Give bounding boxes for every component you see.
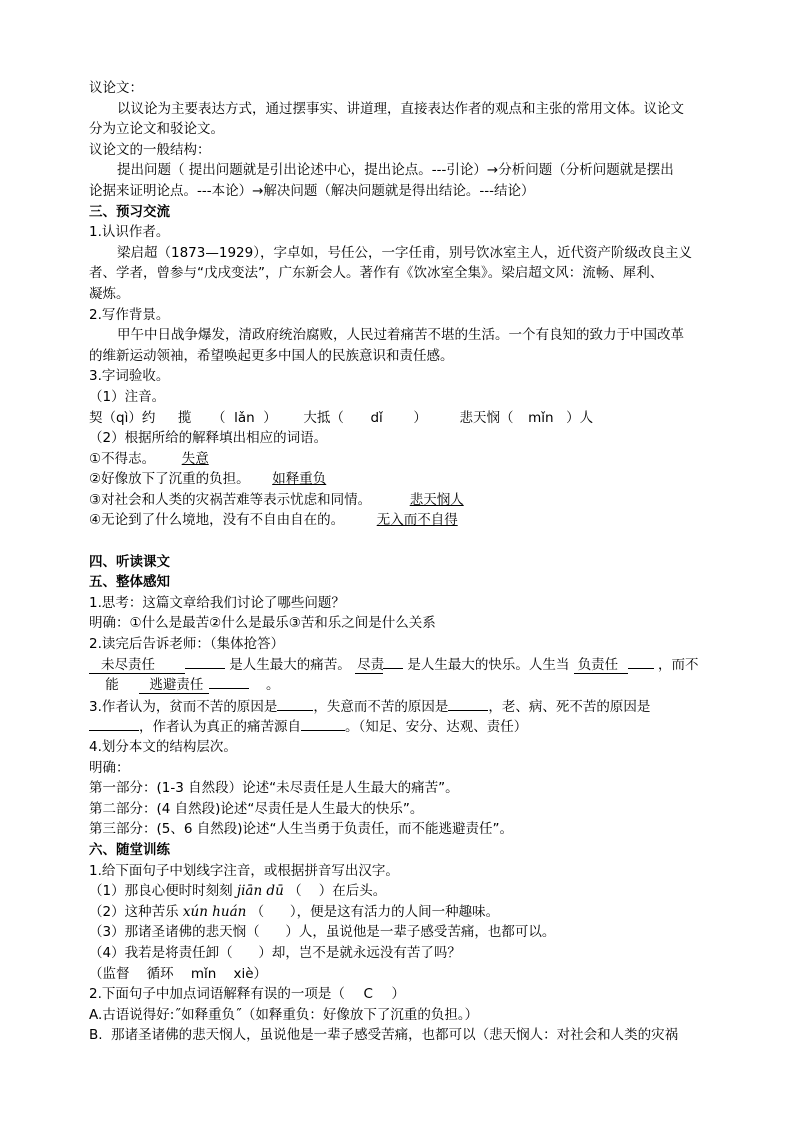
exercise-text: （1）那良心便时时刻刻: [89, 883, 233, 900]
blank-field[interactable]: [89, 716, 139, 731]
question: 4.划分本文的结构层次。: [89, 739, 237, 755]
pinyin-text: xún huán: [182, 903, 247, 920]
question-answer: C: [363, 986, 373, 1003]
fill-text: 能: [105, 677, 119, 694]
paragraph: 的维新运动领袖，希望唤起更多中国人的民族意识和责任感。: [89, 347, 454, 364]
question: 2.写作背景。: [89, 306, 170, 323]
fill-text: 3.作者认为，贫而不苦的原因是: [89, 698, 278, 715]
question: 1.思考：这篇文章给我们讨论了哪些问题？: [89, 594, 345, 611]
fill-text: ，而不: [657, 656, 699, 673]
definition-text: ②好像放下了沉重的负担。: [89, 471, 250, 488]
paragraph: 以议论为主要表达方式，通过摆事实、讲道理，直接表达作者的观点和主张的常用文体。议论文: [117, 100, 684, 117]
fill-answer: 逃避责任: [139, 677, 209, 694]
pinyin-item: ）人: [566, 409, 594, 426]
exercise-line: （4）我若是将责任卸（ ）却，岂不是就永远没有苦了吗？: [89, 944, 461, 961]
fill-row: [89, 675, 705, 696]
paragraph: 梁启超（1873—1929），字卓如，号任公，一字任甫，别号饮冰室主人，近代资产阶级改良主义: [117, 244, 692, 261]
option-b: B. 那诸圣诸佛的悲天悯人，虽说他是一辈子感受苦痛，也都可以（悲天悯人：对社会和人类的灾祸: [89, 1027, 679, 1044]
paragraph: 论据来证明论点。---本论）→解决问题（解决问题就是得出结论。---结论）: [89, 182, 535, 199]
question: 1.认识作者。: [89, 224, 170, 241]
sub-question: （1）注音。: [89, 388, 166, 405]
fill-text: 是人生最大的快乐。人生当: [407, 656, 570, 673]
pinyin-item: （ lǎn ）: [212, 409, 277, 426]
fill-answer: 尽责: [357, 656, 385, 673]
exercise-answers: （监督 循环 mǐn xiè）: [89, 965, 267, 982]
definition-text: ④无论到了什么境地，没有不自由自在的。: [89, 512, 345, 529]
definition-row: [89, 510, 705, 531]
heading-structure: 议论文的一般结构：: [89, 141, 211, 158]
fill-text: ，作者认为真正的痛苦源自: [139, 719, 301, 736]
pinyin-item: 揽: [177, 409, 192, 426]
blank-field[interactable]: [301, 716, 345, 731]
fill-answer: 未尽责任: [89, 657, 185, 674]
pinyin-item: dǐ: [370, 409, 383, 426]
pinyin-text: jiān dū: [236, 883, 284, 900]
blank-field[interactable]: [448, 696, 488, 711]
definition-row: [89, 490, 705, 511]
definition-answer: 悲天悯人: [409, 491, 464, 508]
pinyin-item: 大抵（: [303, 409, 344, 426]
answer: 明确：: [89, 759, 130, 776]
structure-part: 第二部分：(4 自然段)论述“尽责任是人生最大的快乐”。: [89, 800, 424, 817]
option-a: A.古语说得好:˝如释重负˝（如释重负：好像放下了沉重的负担。）: [89, 1006, 479, 1023]
exercise-line: （3）那诸圣诸佛的悲天悯（ ）人，虽说他是一辈子感受苦痛，也都可以。: [89, 924, 556, 941]
fill-text: ，失意而不苦的原因是: [313, 698, 449, 715]
definition-row: [89, 469, 705, 490]
question: 2.读完后告诉老师：（集体抢答）: [89, 636, 285, 653]
sub-question: （2）根据所给的解释填出相应的词语。: [89, 430, 328, 447]
definition-answer: 如释重负: [272, 471, 327, 488]
fill-text: 。（知足、安分、达观、责任）: [345, 719, 528, 736]
fill-row: [89, 655, 705, 676]
paragraph: 提出问题（ 提出问题就是引出论述中心，提出论点。---引论）→分析问题（分析问题就是摆出: [117, 162, 674, 179]
exercise-text: （ ）在后头。: [288, 883, 387, 900]
fill-text: ，老、病、死不苦的原因是: [488, 698, 651, 715]
blank-field[interactable]: [277, 696, 313, 711]
structure-part: 第一部分：(1-3 自然段）论述“未尽责任是人生最大的痛苦”。: [89, 780, 459, 797]
paragraph: 甲午中日战争爆发，清政府统治腐败，人民过着痛苦不堪的生活。一个有良知的致力于中国改革: [117, 327, 684, 344]
paragraph: 者、学者，曾参与“戊戌变法”，广东新会人。著作有《饮冰室全集》。梁启超文风：流畅、犀利、: [89, 265, 664, 282]
exercise-text: （ ），便是这有活力的人间一种趣味。: [250, 903, 500, 920]
structure-part: 第三部分：(5、6 自然段)论述“人生当勇于负责任，而不能逃避责任”。: [89, 821, 513, 838]
fill-row: [89, 696, 705, 717]
answer: 明确：①什么是最苦②什么是最乐③苦和乐之间是什么关系: [89, 615, 436, 632]
pinyin-item: mǐn: [528, 409, 554, 426]
heading-argument-essay: 议论文：: [89, 80, 143, 96]
question: [89, 984, 705, 1005]
fill-text: 。: [265, 677, 280, 694]
document-page: [89, 78, 705, 1046]
exercise-text: （2）这种苦乐: [89, 903, 179, 920]
pinyin-item: ）: [413, 409, 427, 426]
question: 3.字词验收。: [89, 368, 170, 385]
pinyin-row: [89, 408, 705, 429]
definition-text: ①不得志。: [89, 450, 156, 467]
question-text: ）: [391, 986, 406, 1003]
question-text: 2.下面句子中加点词语解释有误的一项是（: [89, 986, 345, 1003]
definition-row: [89, 449, 705, 470]
exercise-line: [89, 902, 705, 923]
section-title: 六、随堂训练: [89, 841, 170, 858]
definition-answer: 失意: [181, 450, 209, 467]
section-title: 三、预习交流: [89, 203, 170, 220]
fill-text: 是人生最大的痛苦。: [229, 656, 351, 673]
fill-row: [89, 716, 705, 737]
definition-answer: 无入而不自得: [376, 512, 458, 529]
pinyin-item: 悲天悯（: [459, 409, 514, 426]
pinyin-item: 契（qì）约: [89, 409, 156, 426]
section-title: 四、听读课文: [89, 553, 170, 570]
paragraph: 凝炼。: [89, 285, 130, 302]
definition-text: ③对社会和人类的灾祸苦难等表示忧虑和同情。: [89, 491, 372, 508]
section-title: 五、整体感知: [89, 574, 170, 591]
fill-answer: 负责任: [574, 657, 628, 674]
question: 1.给下面句子中划线字注音，或根据拼音写出汉字。: [89, 862, 399, 879]
exercise-line: [89, 881, 705, 902]
paragraph: 分为立论文和驳论文。: [89, 121, 224, 138]
